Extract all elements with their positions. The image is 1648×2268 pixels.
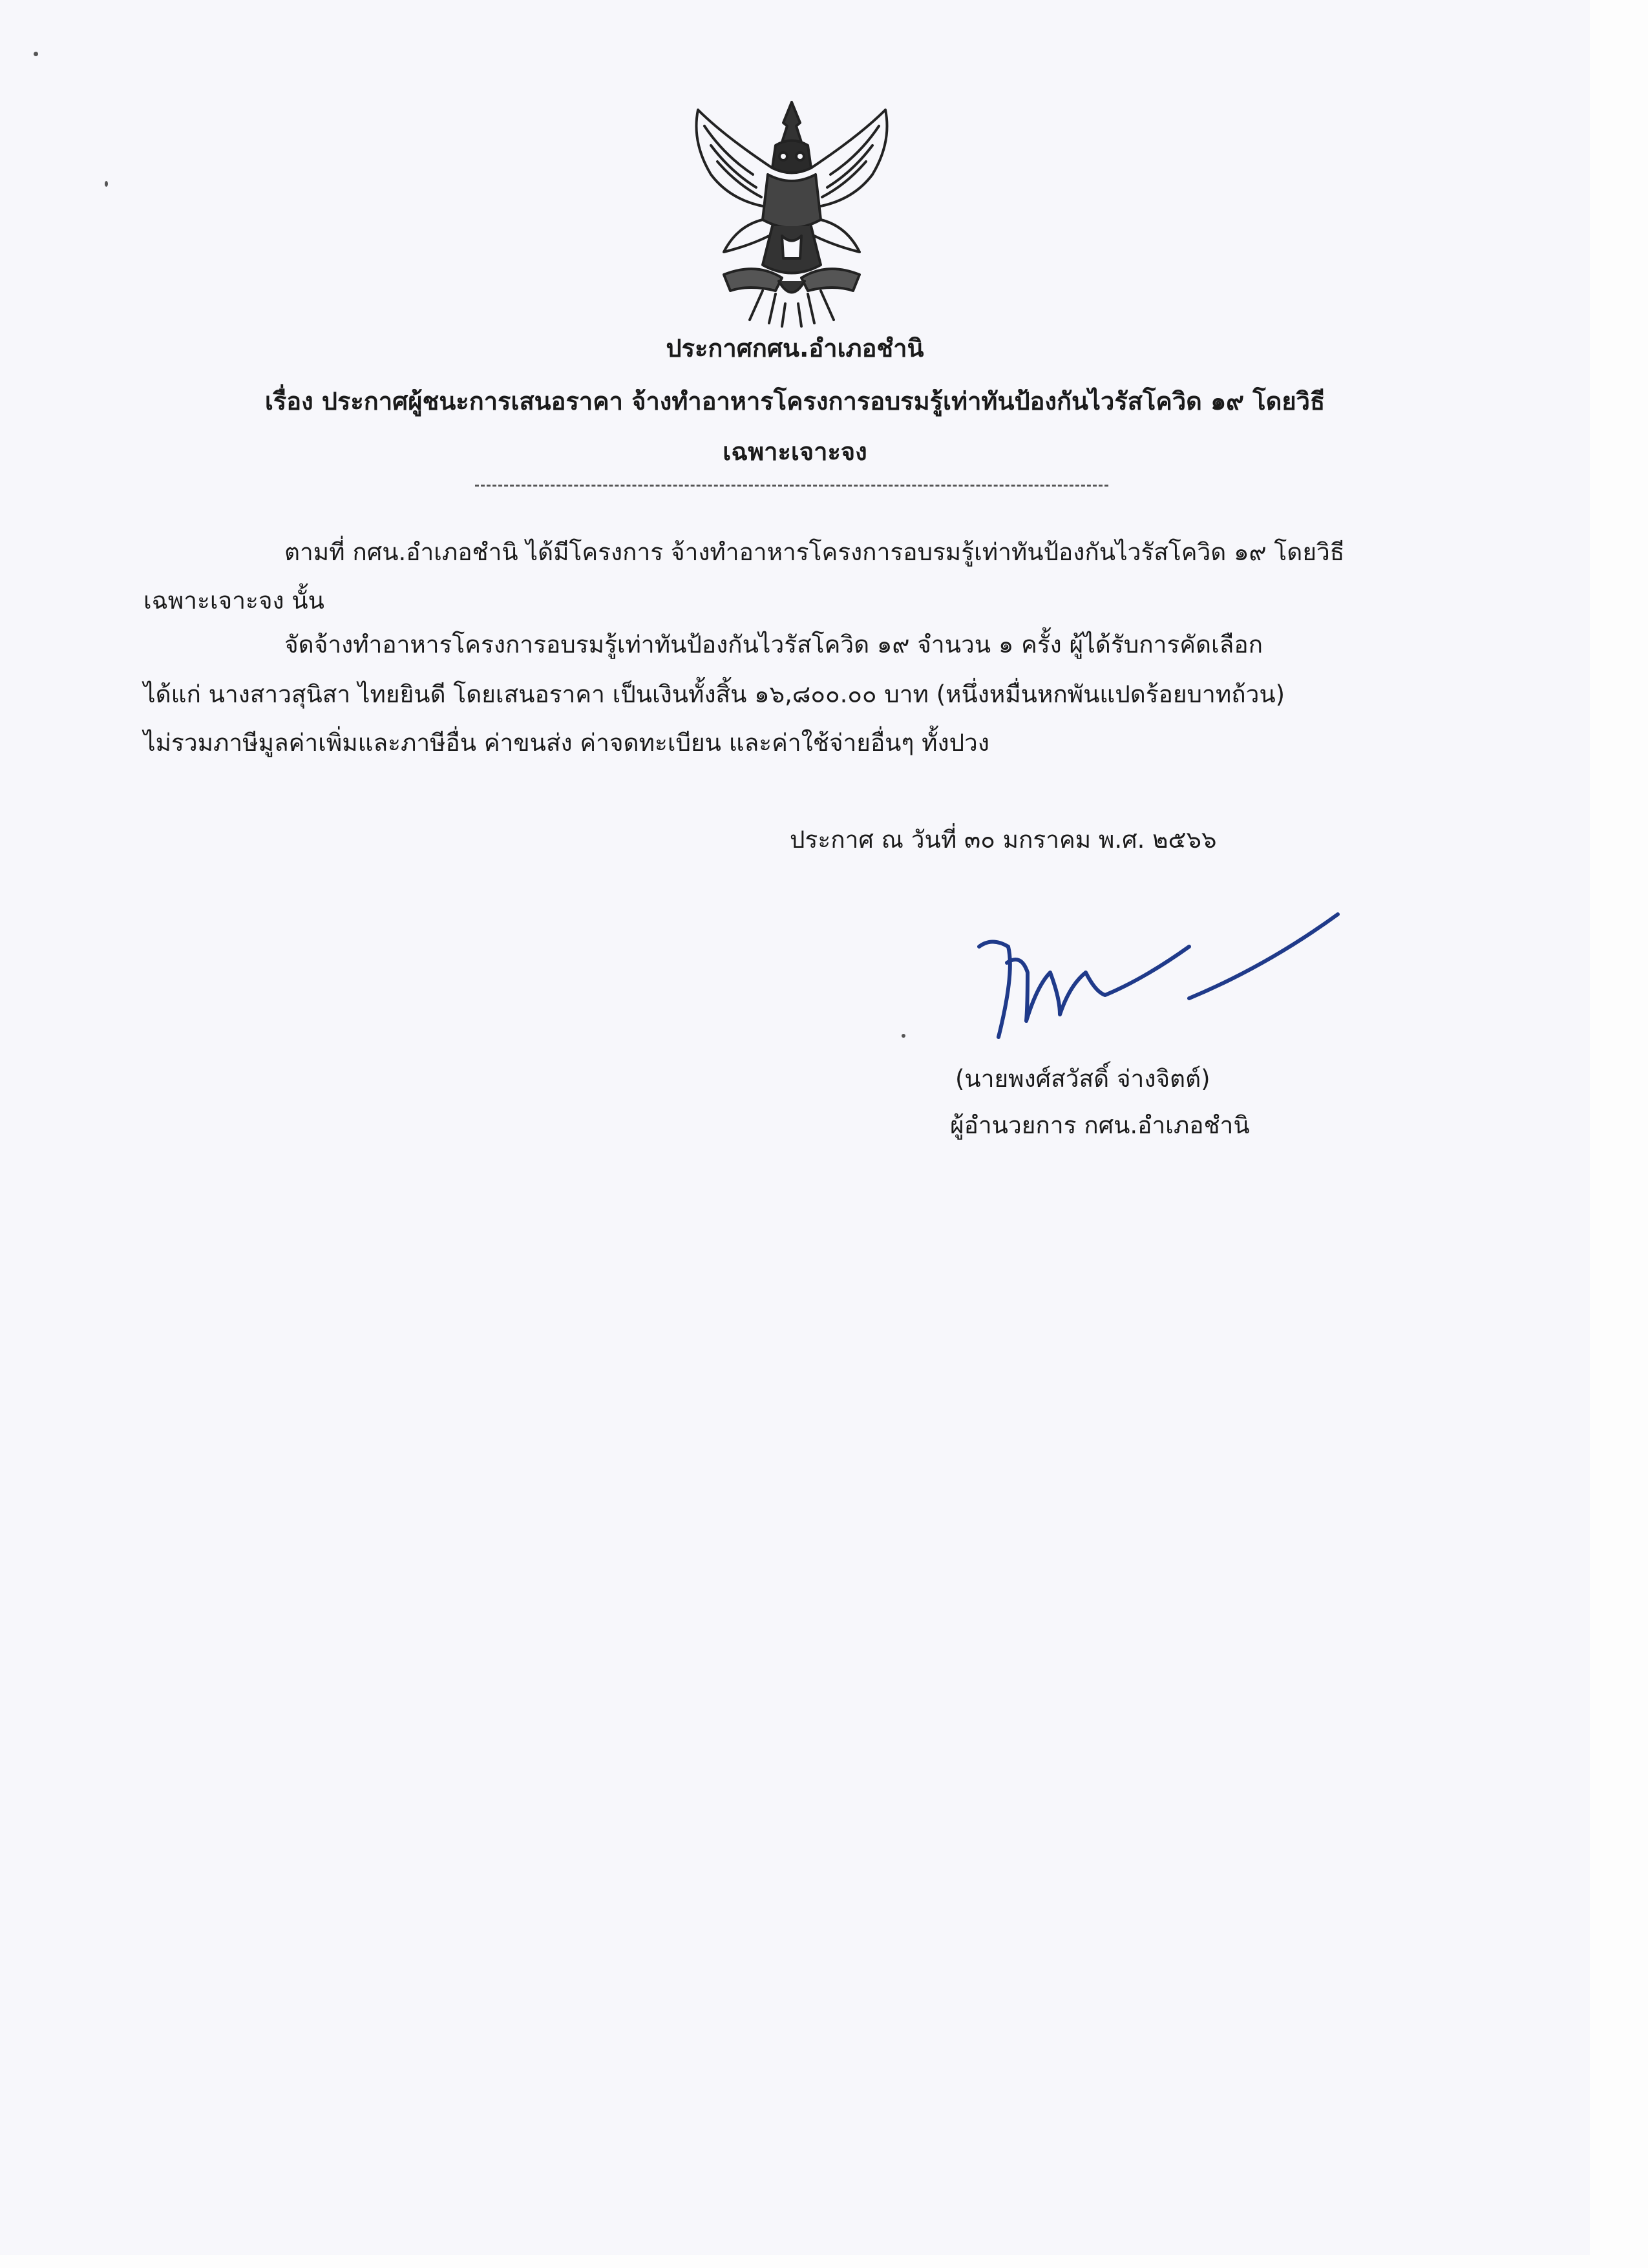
scan-speck <box>34 52 38 56</box>
paragraph-1-line-2: เฉพาะเจาะจง นั้น <box>143 587 324 614</box>
signer-name: (นายพงศ์สวัสดิ์ จ่างจิตต์) <box>955 1065 1210 1093</box>
scan-speck <box>902 1034 905 1038</box>
handwritten-signature <box>931 901 1357 1063</box>
paragraph-2-line-2: ได้แก่ นางสาวสุนิสา ไทยยินดี โดยเสนอราคา เป็นเงินทั้งสิ้น ๑๖,๘๐๐.๐๐ บาท (หนึ่งหมื่นหกพันแปดร้อยบาทถ้วน) <box>143 680 1285 708</box>
document-subject: เรื่อง ประกาศผู้ชนะการเสนอราคา จ้างทำอาหารโครงการอบรมรู้เท่าทันป้องกันไวรัสโควิด ๑๙ โดยวิธี <box>264 387 1326 415</box>
scan-margin-right <box>1590 0 1648 2268</box>
garuda-emblem-icon <box>685 97 898 330</box>
announcement-date: ประกาศ ณ วันที่ ๓๐ มกราคม พ.ศ. ๒๕๖๖ <box>790 826 1217 854</box>
scan-speck <box>105 181 108 187</box>
signer-position: ผู้อำนวยการ กศน.อำเภอชำนิ <box>950 1111 1250 1139</box>
document-title: ประกาศกศน.อำเภอชำนิ <box>666 334 924 362</box>
title-divider <box>475 485 1108 487</box>
paragraph-1-line-1: ตามที่ กศน.อำเภอชำนิ ได้มีโครงการ จ้างทำอาหารโครงการอบรมรู้เท่าทันป้องกันไวรัสโควิด ๑๙ โดยวิธี <box>284 538 1345 566</box>
paragraph-2-line-3: ไม่รวมภาษีมูลค่าเพิ่มและภาษีอื่น ค่าขนส่ง ค่าจดทะเบียน และค่าใช้จ่ายอื่นๆ ทั้งปวง <box>143 729 989 757</box>
scan-margin-bottom <box>0 2255 1590 2268</box>
document-subject-continued: เฉพาะเจาะจง <box>723 437 867 466</box>
paragraph-2-line-1: จัดจ้างทำอาหารโครงการอบรมรู้เท่าทันป้องกันไวรัสโควิด ๑๙ จำนวน ๑ ครั้ง ผู้ได้รับการคัดเลือก <box>284 631 1263 658</box>
